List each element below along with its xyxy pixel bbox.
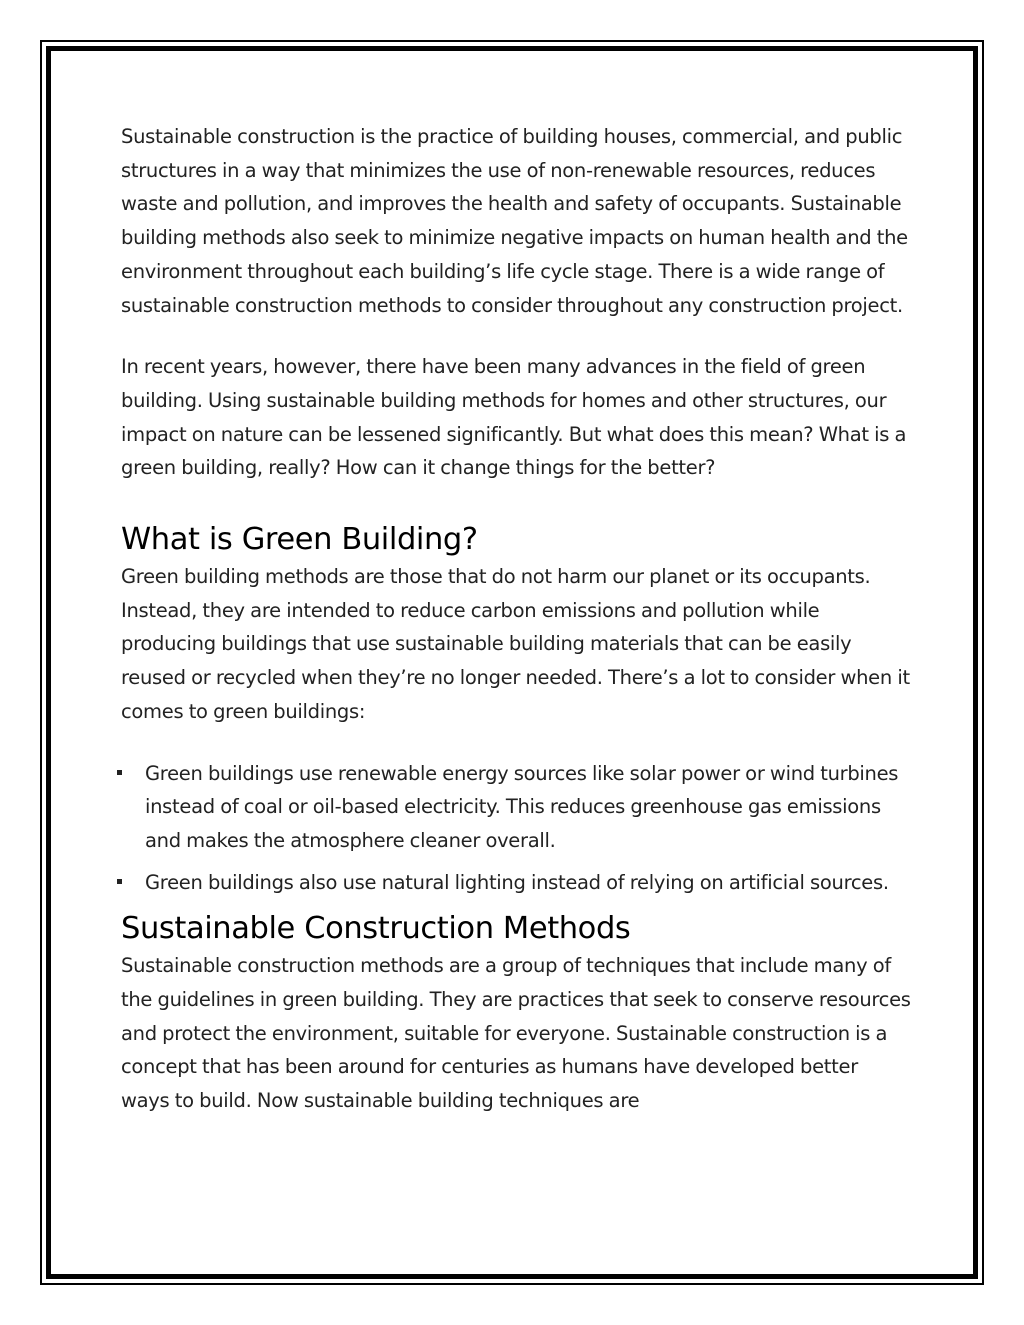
bullet-item: [121, 866, 911, 900]
green-building-bullet-list: [121, 757, 911, 900]
intro-paragraph-1: Sustainable construction is the practice of building houses, commercial, and public structures in a way that minimizes the use of non-renewable resources, reduces waste and pollution, and improves the health and safety of occupants. Sustainable building methods also seek to minimize negative impacts on human health and the environment throughout each building’s life cycle stage. There is a wide range of sustainable construction methods to consider throughout any construction project.: [121, 125, 908, 317]
green-building-paragraph: Green building methods are those that do not harm our planet or its occupants. Instead, they are intended to reduce carbon emissions and pollution while producing buildings that use sustainable building materials that can be easily reused or recycled when they’re no longer needed. There’s a lot to consider when it comes to green buildings:: [121, 565, 910, 723]
heading-what-is-green-building: What is Green Building?: [121, 522, 478, 558]
bullet-text: Green buildings use renewable energy sources like solar power or wind turbines instead of coal or oil-based electricity. This reduces greenhouse gas emissions and makes the atmosphere cleaner overall.: [145, 761, 899, 852]
bullet-item: [121, 757, 911, 858]
intro-paragraph-2: In recent years, however, there have been many advances in the field of green building. Using sustainable building methods for homes and other structures, our impact on nature can be lessened significantly. But what does this mean? What is a green building, really? How can it change things for the better?: [121, 355, 907, 480]
square-bullet-icon: [117, 770, 122, 775]
bullet-text: Green buildings also use natural lighting instead of relying on artificial sources.: [145, 870, 889, 894]
methods-paragraph: Sustainable construction methods are a group of techniques that include many of the guidelines in green building. They are practices that seek to conserve resources and protect the environment, suitable for everyone. Sustainable construction is a concept that has been around for centuries as humans have developed better ways to build. Now sustainable building techniques are: [121, 954, 911, 1113]
document-content: [121, 120, 911, 1118]
square-bullet-icon: [117, 879, 122, 884]
heading-sustainable-construction-methods: Sustainable Construction Methods: [121, 911, 631, 947]
